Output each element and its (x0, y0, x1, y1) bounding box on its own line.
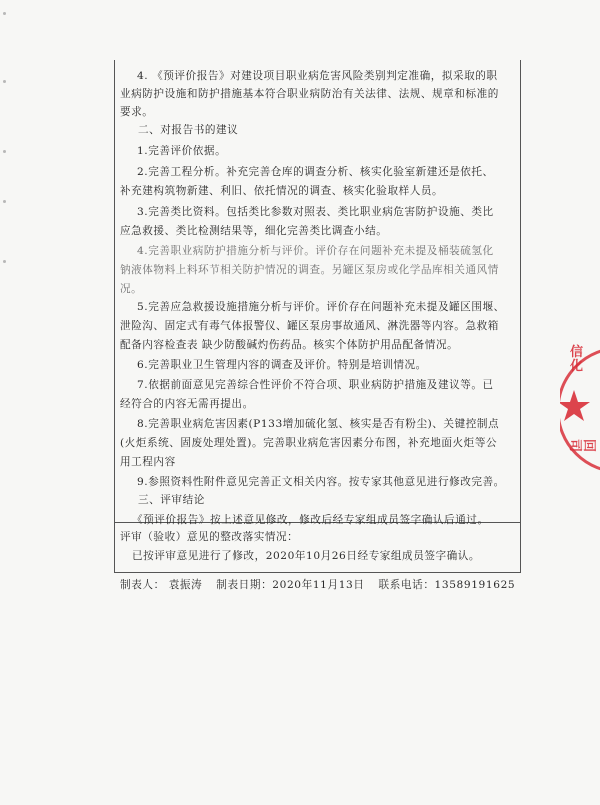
section-heading: 二、对报告书的建议 (138, 124, 239, 136)
footer-date: 制表日期：2020年11月13日 (216, 579, 365, 591)
text-line: 泄险沟、固定式有毒气体报警仪、罐区泵房事故通风、淋洗器等内容。急救箱 (120, 320, 499, 332)
text-line: 4.完善职业病防护措施分析与评价。评价存在问题补充未提及桶装硫氢化 (137, 245, 494, 257)
text-line: 《预评价报告》按上述意见修改，修改后经专家组成员签字确认后通过。 (132, 514, 489, 526)
footer-maker: 制表人： 袁振涛 (120, 579, 203, 591)
rectification-text: 已按评审意见进行了修改，2020年10月26日经专家组成员签字确认。 (132, 550, 481, 562)
binder-hole (3, 200, 6, 203)
text-line: 补充建构筑物新建、利旧、依托情况的调查、核实化验取样人员。 (120, 185, 444, 197)
text-line: 9.参照资料性附件意见完善正文相关内容。按专家其他意见进行修改完善。 (137, 476, 505, 488)
seal-text-top: 信化 (570, 345, 584, 374)
text-line: 6.完善职业卫生管理内容的调查及评价。特别是培训情况。 (137, 359, 427, 371)
text-line: 1.完善评价依据。 (137, 145, 227, 157)
text-line: 况。 (120, 283, 143, 295)
text-line: 3.完善类比资料。包括类比参数对照表、类比职业病危害防护设施、类比 (137, 206, 494, 218)
text-line: 钠液体物料上料环节相关防护情况的调查。另罐区泵房或化学品库相关通风情 (120, 264, 499, 276)
binder-hole (3, 150, 6, 153)
text-line: 5.完善应急救援设施措施分析与评价。评价存在问题补充未提及罐区围堰、 (137, 301, 505, 313)
binder-hole (3, 12, 6, 15)
text-line: 应急救援、类比检测结果等，细化完善类比调查小结。 (120, 225, 388, 237)
seal-star-icon (560, 390, 590, 421)
binder-hole (3, 80, 6, 83)
text-line: 配备内容检查表 缺少防酸碱灼伤药品。核实个体防护用品配备情况。 (120, 339, 459, 351)
text-line: 用工程内容 (120, 456, 176, 468)
footer (120, 577, 520, 592)
seal-text-bottom: 回司 (567, 439, 596, 453)
text-line: (火炬系统、固废处理处置)。完善职业病危害因素分布图，补充地面火炬等公 (120, 437, 498, 449)
company-seal (560, 330, 600, 490)
text-line: 要求。 (120, 106, 154, 118)
footer-phone: 联系电话：13589191625 (378, 579, 516, 591)
text-line: 8.完善职业病危害因素(P133增加硫化氢、核实是否有粉尘)、关键控制点 (137, 418, 500, 430)
section-heading: 三、评审结论 (138, 494, 205, 506)
text-line: 4. 《预评价报告》对建设项目职业病危害风险类别判定准确，拟采取的职 (137, 70, 498, 82)
text-line: 7.依据前面意见完善综合性评价不符合项、职业病防护措施及建议等。已 (137, 379, 494, 391)
text-line: 2.完善工程分析。补充完善仓库的调查分析、核实化验室新建还是依托、 (137, 166, 494, 178)
binder-hole (3, 260, 6, 263)
text-line: 经符合的内容无需再提出。 (120, 398, 254, 410)
rectification-heading: 评审（验收）意见的整改落实情况： (120, 531, 299, 543)
text-line: 业病防护设施和防护措施基本符合职业病防治有关法律、法规、规章和标准的 (120, 88, 499, 100)
